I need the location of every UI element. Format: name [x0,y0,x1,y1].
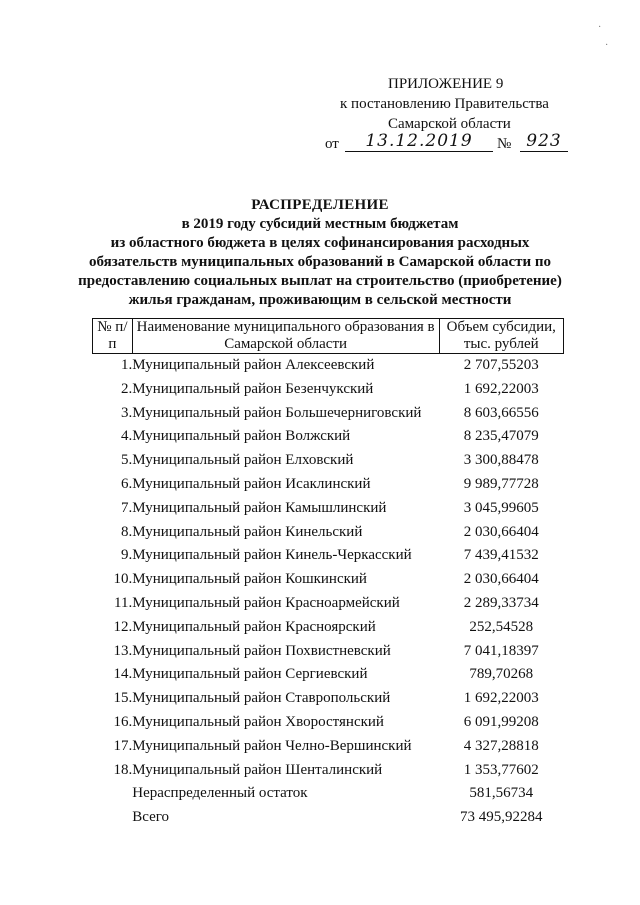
row-number: 15. [113,690,133,707]
row-name: Муниципальный район Челно-Вершинский [132,737,412,754]
row-name: Муниципальный район Сергиевский [132,666,368,683]
row-name: Муниципальный район Шенталинский [132,761,383,778]
row-number: 2. [121,380,133,397]
table-row [93,759,564,783]
table-row [93,663,564,687]
row-value: 3 300,88478 [463,452,539,469]
row-number: 12. [113,618,133,635]
title-line: предоставлению социальных выплат на строительство (приобретение) [78,273,562,289]
row-name: Муниципальный район Ставропольский [132,690,391,707]
table-row [93,449,564,473]
table-row [93,616,564,640]
table-row [93,354,564,378]
row-value: 1 353,77602 [463,761,539,778]
row-name: Муниципальный район Исаклинский [132,475,371,492]
row-value: 6 091,99208 [463,713,539,730]
row-value: 2 707,55203 [463,357,539,373]
table-row [93,378,564,402]
title-line: жилья гражданам, проживающим в сельской местности [128,292,512,308]
row-number: 16. [113,713,133,730]
row-name: Муниципальный район Хворостянский [132,713,384,730]
row-name: Муниципальный район Кошкинский [132,571,367,588]
title-main: РАСПРЕДЕЛЕНИЕ [251,197,389,213]
row-number [93,782,133,806]
appendix-region: Самарской области [388,116,511,132]
row-value: 4 327,28818 [463,737,539,754]
header-value: Объем субсидии, тыс. рублей [439,319,563,354]
row-name: Муниципальный район Большечерниговский [132,404,422,421]
table-row [93,425,564,449]
table-body [93,354,564,830]
row-name: Нераспределенный остаток [132,785,308,802]
row-name: Муниципальный район Безенчукский [132,380,374,397]
subsidy-table [92,318,564,830]
row-name: Муниципальный район Елховский [132,452,354,469]
title-line: в 2019 году субсидий местным бюджетам [181,216,459,232]
row-value: 9 989,77728 [463,475,539,492]
table-row [93,711,564,735]
row-number: 8. [121,523,133,540]
row-name: Муниципальный район Алексеевский [132,357,375,373]
table-row [93,687,564,711]
row-number: 9. [121,547,133,564]
row-number: 13. [113,642,133,659]
row-value: 2 289,33734 [463,594,539,611]
title-line: из областного бюджета в целях софинансирования расходных [110,235,530,251]
row-value: 2 030,66404 [463,571,539,588]
table-row [93,497,564,521]
appendix-reference: к постановлению Правительства [340,96,549,112]
row-name: Муниципальный район Красноярский [132,618,376,635]
row-name: Муниципальный район Волжский [132,428,351,445]
table-row [93,473,564,497]
row-name: Всего [132,809,170,826]
row-number: 6. [121,475,133,492]
header-name: Наименование муниципального образования в Самарской области [132,319,439,354]
row-number: 10. [113,571,133,588]
row-value: 8 603,66556 [463,404,539,421]
table-header-row [93,319,564,354]
table-row [93,735,564,759]
handwritten-number: 923 [520,131,568,152]
row-value: 789,70268 [469,666,534,683]
row-value: 7 439,41532 [463,547,539,564]
document-title [40,196,600,310]
title-line: обязательств муниципальных образований в Самарской области по [88,254,552,270]
row-value: 1 692,22003 [463,690,539,707]
number-prefix: № [497,136,512,152]
scan-mark: · [605,40,609,51]
table-row [93,568,564,592]
row-number: 17. [113,737,133,754]
row-name: Муниципальный район Похвистневский [132,642,391,659]
table-row [93,592,564,616]
table-row [93,521,564,545]
table-row [93,544,564,568]
row-value: 3 045,99605 [463,499,539,516]
row-value: 7 041,18397 [463,642,539,659]
row-value: 2 030,66404 [463,523,539,540]
row-value: 1 692,22003 [463,380,539,397]
table-row [93,402,564,426]
row-number: 7. [121,499,133,516]
undistributed-row [93,782,564,806]
row-name: Муниципальный район Кинельский [132,523,363,540]
handwritten-date: 13.12.2019 [345,131,493,152]
header-number: № п/п [93,319,133,354]
row-number: 14. [113,666,133,683]
row-number: 1. [121,357,133,373]
row-number: 18. [113,761,133,778]
total-row [93,806,564,830]
row-number: 3. [121,404,133,421]
row-number: 5. [121,452,133,469]
row-value: 73 495,92284 [460,809,543,826]
row-number: 11. [114,594,133,611]
row-number [93,806,133,830]
row-name: Муниципальный район Камышлинский [132,499,387,516]
table-row [93,640,564,664]
appendix-title: ПРИЛОЖЕНИЕ 9 [388,76,504,92]
row-name: Муниципальный район Кинель-Черкасский [132,547,412,564]
row-number: 4. [121,428,133,445]
date-prefix: от [325,136,339,152]
row-value: 581,56734 [469,785,534,802]
row-value: 252,54528 [469,618,534,635]
row-name: Муниципальный район Красноармейский [132,594,400,611]
row-value: 8 235,47079 [463,428,539,445]
scan-mark: · [598,22,602,33]
